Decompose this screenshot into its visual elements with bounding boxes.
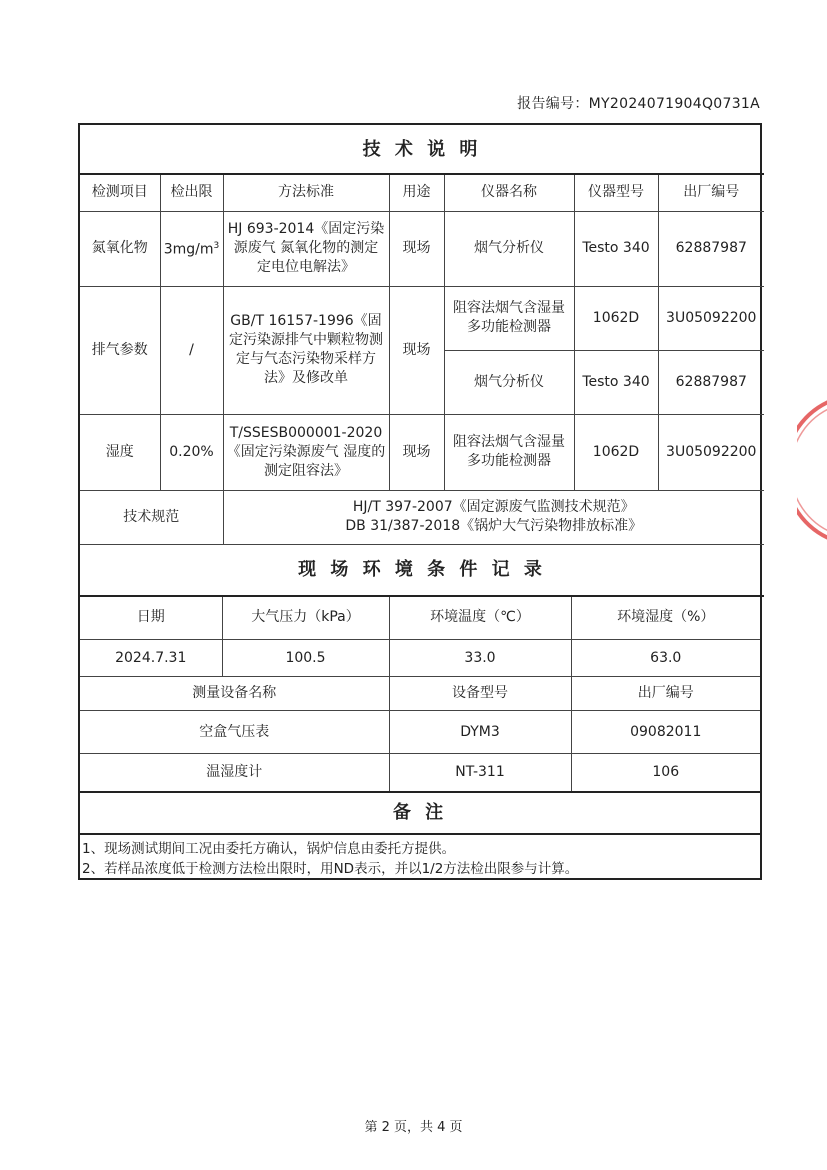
header-limit: 检出限 — [160, 174, 223, 211]
row-serial: 62887987 — [658, 211, 764, 286]
header-use: 用途 — [389, 174, 444, 211]
equip-serial: 09082011 — [571, 711, 760, 754]
header-instrument: 仪器名称 — [444, 174, 574, 211]
header-method: 方法标准 — [223, 174, 389, 211]
row-item: 排气参数 — [80, 286, 160, 414]
equip-name: 温湿度计 — [80, 754, 389, 792]
equip-model: NT-311 — [389, 754, 571, 792]
row-limit: $3mg/m^3$ — [160, 211, 223, 286]
remarks — [80, 834, 760, 883]
env-header-temp: 环境温度（℃） — [389, 597, 571, 640]
equip-model: DYM3 — [389, 711, 571, 754]
header-model: 仪器型号 — [574, 174, 658, 211]
env-pressure: 100.5 — [222, 640, 389, 677]
row-item: 氮氧化物 — [80, 211, 160, 286]
row-use: 现场 — [389, 414, 444, 490]
spec-label: 技术规范 — [80, 490, 223, 544]
equip-header-serial: 出厂编号 — [571, 677, 760, 711]
section-title-remarks: 备 注 — [80, 792, 760, 834]
section-title-env: 现 场 环 境 条 件 记 录 — [80, 544, 764, 596]
row-serial: 62887987 — [658, 350, 764, 414]
remark-line: 1、现场测试期间工况由委托方确认，锅炉信息由委托方提供。 — [82, 840, 456, 857]
env-date: 2024.7.31 — [80, 640, 222, 677]
row-use: 现场 — [389, 211, 444, 286]
equip-name: 空盒气压表 — [80, 711, 389, 754]
row-model: 1062D — [574, 414, 658, 490]
env-header-humidity: 环境湿度（%） — [571, 597, 760, 640]
row-limit: 0.20% — [160, 414, 223, 490]
row-model: Testo 340 — [574, 350, 658, 414]
row-instrument: 烟气分析仪 — [444, 211, 574, 286]
report-number: 报告编号：MY2024071904Q0731A — [517, 96, 760, 112]
remark-line: 2、若样品浓度低于检测方法检出限时，用ND表示，并以1/2方法检出限参与计算。 — [82, 860, 579, 877]
row-method: T/SSESB000001-2020《固定污染源废气 湿度的测定阻容法》 — [223, 414, 389, 490]
page-footer: 第 2 页，共 4 页 — [364, 1120, 463, 1135]
spec-line: DB 31/387-2018《锅炉大气污染物排放标准》 — [345, 518, 643, 534]
row-model: 1062D — [574, 286, 658, 350]
env-header-pressure: 大气压力（kPa） — [222, 597, 389, 640]
environment-table — [80, 597, 760, 883]
header-serial: 出厂编号 — [658, 174, 764, 211]
env-humidity: 63.0 — [571, 640, 760, 677]
env-temp: 33.0 — [389, 640, 571, 677]
row-limit: / — [160, 286, 223, 414]
row-serial: 3U05092200 — [658, 414, 764, 490]
equip-header-model: 设备型号 — [389, 677, 571, 711]
technical-table — [80, 125, 764, 597]
row-serial: 3U05092200 — [658, 286, 764, 350]
row-method: GB/T 16157-1996《固定污染源排气中颗粒物测定与气态污染物采样方法》及修改单 — [223, 286, 389, 414]
spec-line: HJ/T 397-2007《固定源废气监测技术规范》 — [352, 499, 635, 515]
row-use: 现场 — [389, 286, 444, 414]
seal-stamp-partial — [797, 395, 827, 545]
row-method: HJ 693-2014《固定污染源废气 氮氧化物的测定 定电位电解法》 — [223, 211, 389, 286]
row-instrument: 阻容法烟气含湿量多功能检测器 — [444, 414, 574, 490]
report-frame — [78, 123, 762, 880]
row-model: Testo 340 — [574, 211, 658, 286]
row-item: 湿度 — [80, 414, 160, 490]
env-header-date: 日期 — [80, 597, 222, 640]
equip-serial: 106 — [571, 754, 760, 792]
row-instrument: 阻容法烟气含湿量多功能检测器 — [444, 286, 574, 350]
section-title-tech: 技 术 说 明 — [80, 125, 764, 174]
spec-lines — [223, 490, 764, 544]
row-instrument: 烟气分析仪 — [444, 350, 574, 414]
equip-header-name: 测量设备名称 — [80, 677, 389, 711]
header-item: 检测项目 — [80, 174, 160, 211]
